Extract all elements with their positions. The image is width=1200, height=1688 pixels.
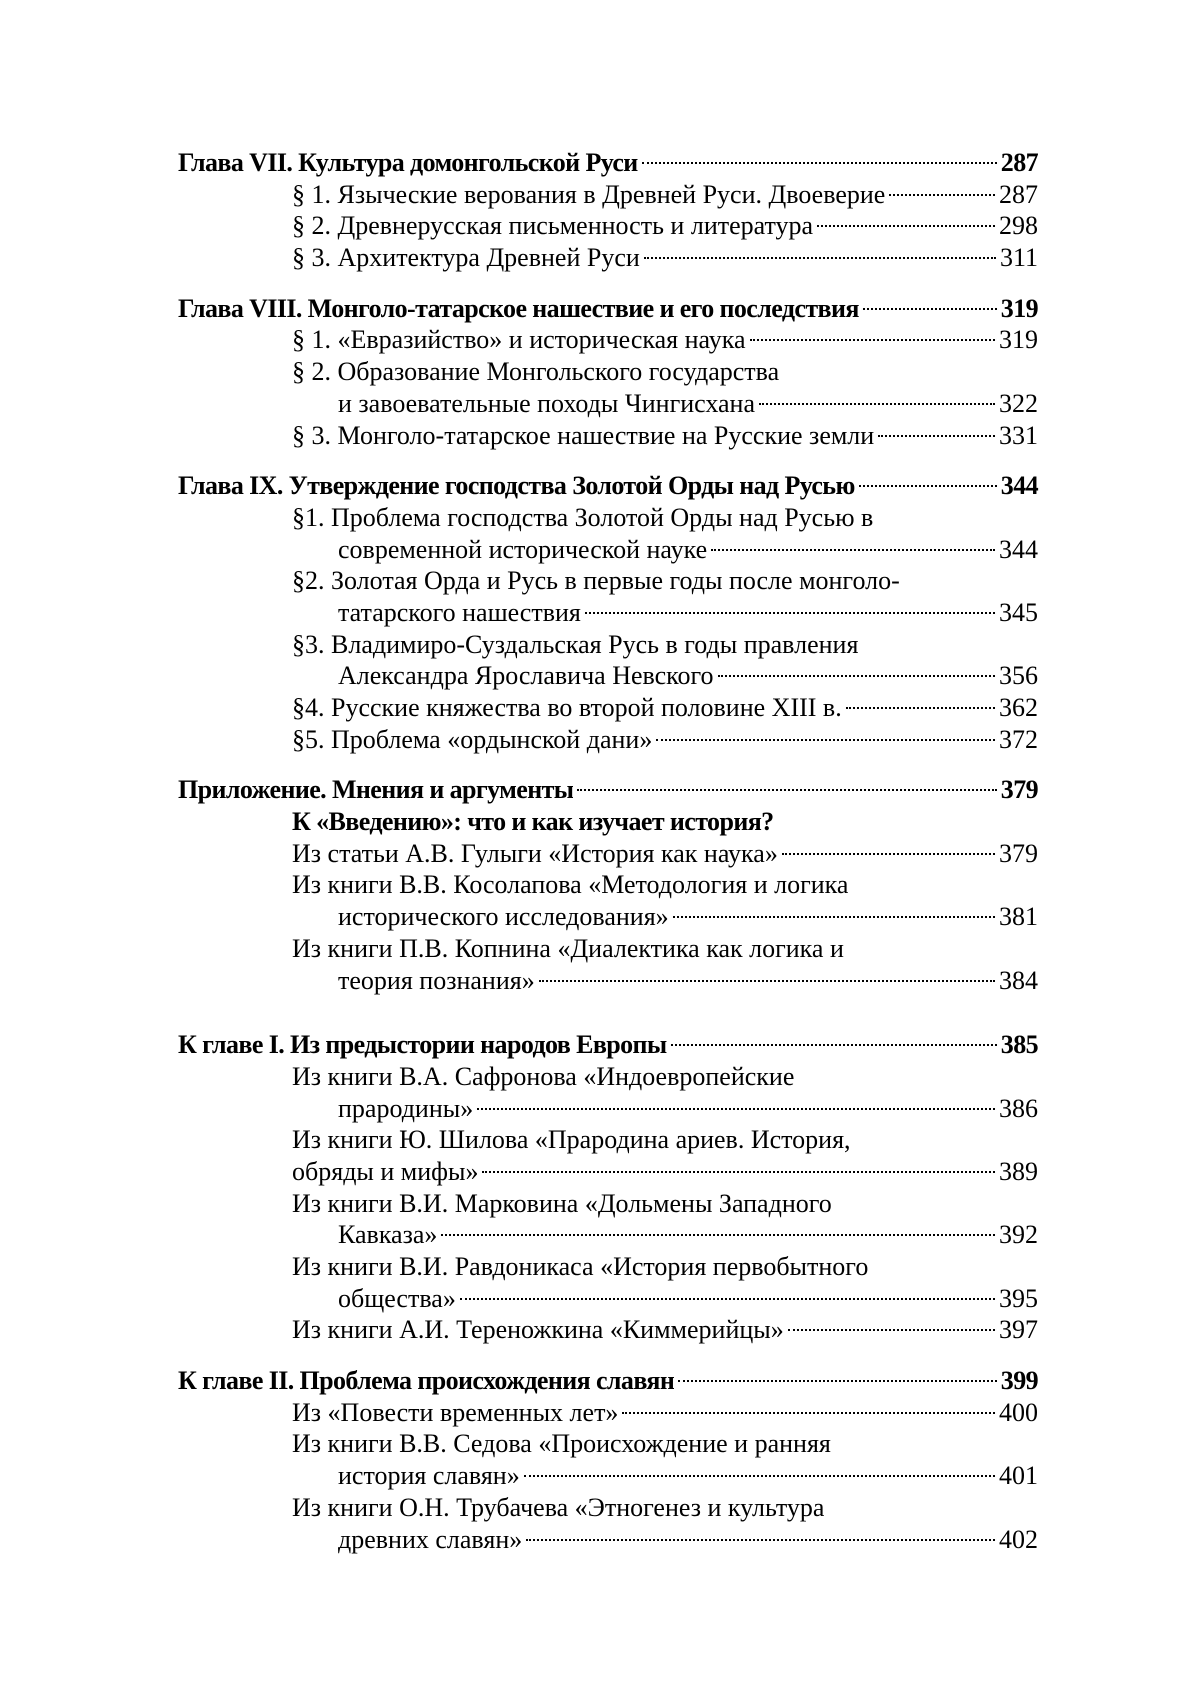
toc-entry-title: Из книги Ю. Шилова «Прародина ариев. История, — [292, 1125, 851, 1155]
toc-entry-title: §5. Проблема «ордынской дани» — [292, 724, 653, 754]
toc-page-number: 372 — [999, 724, 1038, 754]
toc-entry — [178, 1124, 1038, 1156]
toc-entry-title: К главе II. Проблема происхождения славян — [178, 1366, 675, 1396]
dot-leader — [718, 675, 995, 677]
toc-chapter — [178, 774, 1038, 806]
toc-entry — [178, 420, 1038, 452]
dot-leader — [526, 1539, 995, 1541]
toc-entry-title: Из книги В.В. Седова «Происхождение и ранняя — [292, 1429, 831, 1459]
toc-page-number: 402 — [999, 1524, 1038, 1554]
toc-entry — [178, 502, 1038, 534]
toc-entry — [178, 210, 1038, 242]
toc-entry-title: К главе I. Из предыстории народов Европы — [178, 1030, 667, 1060]
toc-chapter — [178, 147, 1038, 179]
toc-entry — [178, 1283, 1038, 1315]
toc-entry-title: § 2. Древнерусская письменность и литература — [292, 211, 814, 241]
toc-page-number: 287 — [1000, 148, 1038, 177]
toc-entry — [178, 597, 1038, 629]
toc-entry — [178, 1524, 1038, 1556]
dot-leader — [859, 485, 997, 487]
toc-page-number: 298 — [999, 211, 1038, 241]
dot-leader — [817, 225, 995, 227]
toc-page-number: 379 — [1000, 775, 1038, 805]
toc-page-number: 386 — [999, 1093, 1038, 1123]
dot-leader — [524, 1475, 995, 1477]
toc-page-number: 389 — [999, 1156, 1038, 1186]
section-gap — [178, 755, 1038, 774]
toc-entry — [178, 1219, 1038, 1251]
dot-leader — [482, 1171, 995, 1173]
toc-entry-title: § 1. «Евразийство» и историческая наука — [292, 325, 746, 355]
toc-entry-title: Приложение. Мнения и аргументы — [178, 775, 574, 805]
toc-entry — [178, 901, 1038, 933]
dot-leader — [477, 1108, 995, 1110]
toc-entry-title: обряды и мифы» — [292, 1156, 479, 1186]
toc-entry-title: Александра Ярославича Невского — [338, 661, 714, 691]
toc-entry — [178, 660, 1038, 692]
toc-entry — [178, 965, 1038, 997]
toc-entry-title: Из книги В.И. Равдоникаса «История первобытного — [292, 1252, 869, 1281]
toc-entry-title: прародины» — [338, 1093, 474, 1123]
toc-entry-title: Из «Повести временных лет» — [292, 1397, 619, 1427]
toc-entry-title: К «Введению»: что и как изучает история? — [292, 807, 774, 837]
toc-page-number: 362 — [999, 693, 1038, 722]
toc-page-number: 331 — [999, 420, 1038, 450]
toc-entry — [178, 356, 1038, 388]
toc-page-number: 319 — [999, 325, 1038, 355]
toc-entry-title: § 3. Монголо-татарское нашествие на Русские земли — [292, 420, 875, 450]
toc-entry-title: история славян» — [338, 1461, 520, 1491]
toc-entry-title: § 2. Образование Монгольского государства — [292, 357, 780, 387]
toc-entry — [178, 565, 1038, 597]
toc-chapter — [178, 1365, 1038, 1397]
toc-page-number: 392 — [999, 1220, 1038, 1250]
dot-leader — [788, 1329, 995, 1331]
dot-leader — [585, 612, 995, 614]
toc-page-number: 384 — [999, 965, 1038, 995]
table-of-contents — [178, 147, 1038, 1555]
toc-chapter — [178, 293, 1038, 325]
dot-leader — [539, 980, 995, 982]
toc-page-number: 344 — [999, 534, 1038, 564]
toc-entry-title: Из книги А.И. Тереножкина «Киммерийцы» — [292, 1315, 784, 1345]
toc-entry — [178, 1156, 1038, 1188]
toc-page-number: 287 — [999, 179, 1038, 209]
dot-leader — [878, 435, 995, 437]
toc-entry — [178, 1188, 1038, 1220]
toc-entry — [178, 179, 1038, 211]
toc-page-number: 401 — [999, 1461, 1038, 1491]
toc-entry — [178, 1093, 1038, 1125]
toc-entry — [178, 324, 1038, 356]
toc-entry-title: и завоевательные походы Чингисхана — [338, 388, 756, 418]
toc-page-number: 397 — [999, 1315, 1038, 1345]
toc-entry — [178, 724, 1038, 756]
toc-page-number: 379 — [999, 838, 1038, 868]
dot-leader — [671, 1044, 997, 1046]
dot-leader — [642, 162, 997, 164]
toc-entry — [178, 629, 1038, 661]
dot-leader — [622, 1412, 995, 1414]
toc-entry — [178, 534, 1038, 566]
toc-entry — [178, 388, 1038, 420]
section-gap — [178, 996, 1038, 1029]
toc-entry-title: татарского нашествия — [338, 597, 581, 627]
toc-chapter — [178, 470, 1038, 502]
dot-leader — [673, 916, 995, 918]
toc-entry-title: современной исторической науке — [338, 534, 708, 564]
dot-leader — [846, 707, 995, 709]
toc-entry-title: общества» — [338, 1283, 456, 1313]
dot-leader — [782, 853, 995, 855]
toc-entry-title: Глава IX. Утверждение господства Золотой Орды над Русью — [178, 471, 855, 501]
toc-entry-title: § 3. Архитектура Древней Руси — [292, 243, 640, 273]
dot-leader — [759, 403, 995, 405]
dot-leader — [577, 789, 996, 791]
toc-entry-title: древних славян» — [338, 1524, 523, 1554]
toc-entry-title: § 1. Языческие верования в Древней Руси. Двоеверие — [292, 179, 886, 209]
toc-entry — [178, 1397, 1038, 1429]
dot-leader — [678, 1380, 997, 1382]
toc-page-number: 356 — [999, 661, 1038, 691]
toc-entry-title: Из книги В.И. Марковина «Дольмены Западного — [292, 1188, 832, 1218]
toc-entry-title: Из книги В.В. Косолапова «Методология и логика — [292, 870, 849, 900]
toc-entry-title: теория познания» — [338, 965, 535, 995]
toc-entry — [178, 692, 1038, 724]
dot-leader — [460, 1298, 995, 1300]
toc-entry-title: Из статьи А.В. Гулыги «История как наука» — [292, 838, 778, 868]
dot-leader — [644, 257, 996, 259]
dot-leader — [656, 739, 995, 741]
toc-entry — [178, 1460, 1038, 1492]
section-gap — [178, 1346, 1038, 1365]
toc-entry-title: §3. Владимиро-Суздальская Русь в годы правления — [292, 629, 859, 659]
toc-entry — [178, 1314, 1038, 1346]
toc-page-number: 344 — [1000, 471, 1038, 501]
toc-page-number: 311 — [999, 243, 1038, 273]
toc-page-number: 322 — [999, 388, 1038, 418]
toc-entry — [178, 869, 1038, 901]
dot-leader — [863, 308, 997, 310]
toc-entry-title: §1. Проблема господства Золотой Орды над Русью в — [292, 502, 874, 532]
toc-entry-title: §4. Русские княжества во второй половине XIII в. — [292, 693, 842, 722]
toc-page-number: 381 — [999, 902, 1038, 932]
dot-leader — [750, 339, 995, 341]
toc-page-number: 399 — [1000, 1366, 1038, 1396]
toc-page-number: 319 — [1000, 293, 1038, 323]
toc-entry — [178, 933, 1038, 965]
toc-entry-title: исторического исследования» — [338, 902, 669, 932]
toc-entry-title: Из книги О.Н. Трубачева «Этногенез и культура — [292, 1492, 825, 1522]
toc-entry-title: §2. Золотая Орда и Русь в первые годы после монголо- — [292, 566, 900, 596]
dot-leader — [441, 1234, 995, 1236]
toc-entry — [178, 1428, 1038, 1460]
toc-entry — [178, 1492, 1038, 1524]
toc-entry — [178, 1061, 1038, 1093]
toc-entry — [178, 838, 1038, 870]
section-gap — [178, 274, 1038, 293]
toc-page-number: 400 — [999, 1397, 1038, 1427]
toc-entry-title: Из книги П.В. Копнина «Диалектика как логика и — [292, 933, 844, 963]
toc-entry-title: Глава VII. Культура домонгольской Руси — [178, 148, 638, 177]
toc-page-number: 395 — [999, 1283, 1038, 1313]
dot-leader — [889, 194, 995, 196]
toc-entry — [178, 1251, 1038, 1283]
toc-entry-title: Глава VIII. Монголо-татарское нашествие и его последствия — [178, 293, 859, 323]
toc-entry — [178, 242, 1038, 274]
toc-page-number: 345 — [999, 597, 1038, 627]
toc-chapter — [178, 1029, 1038, 1061]
dot-leader — [711, 549, 995, 551]
toc-page-number: 385 — [1000, 1030, 1038, 1060]
toc-subheading — [178, 806, 1038, 838]
toc-entry-title: Кавказа» — [338, 1220, 438, 1250]
toc-entry-title: Из книги В.А. Сафронова «Индоевропейские — [292, 1061, 795, 1091]
section-gap — [178, 451, 1038, 470]
